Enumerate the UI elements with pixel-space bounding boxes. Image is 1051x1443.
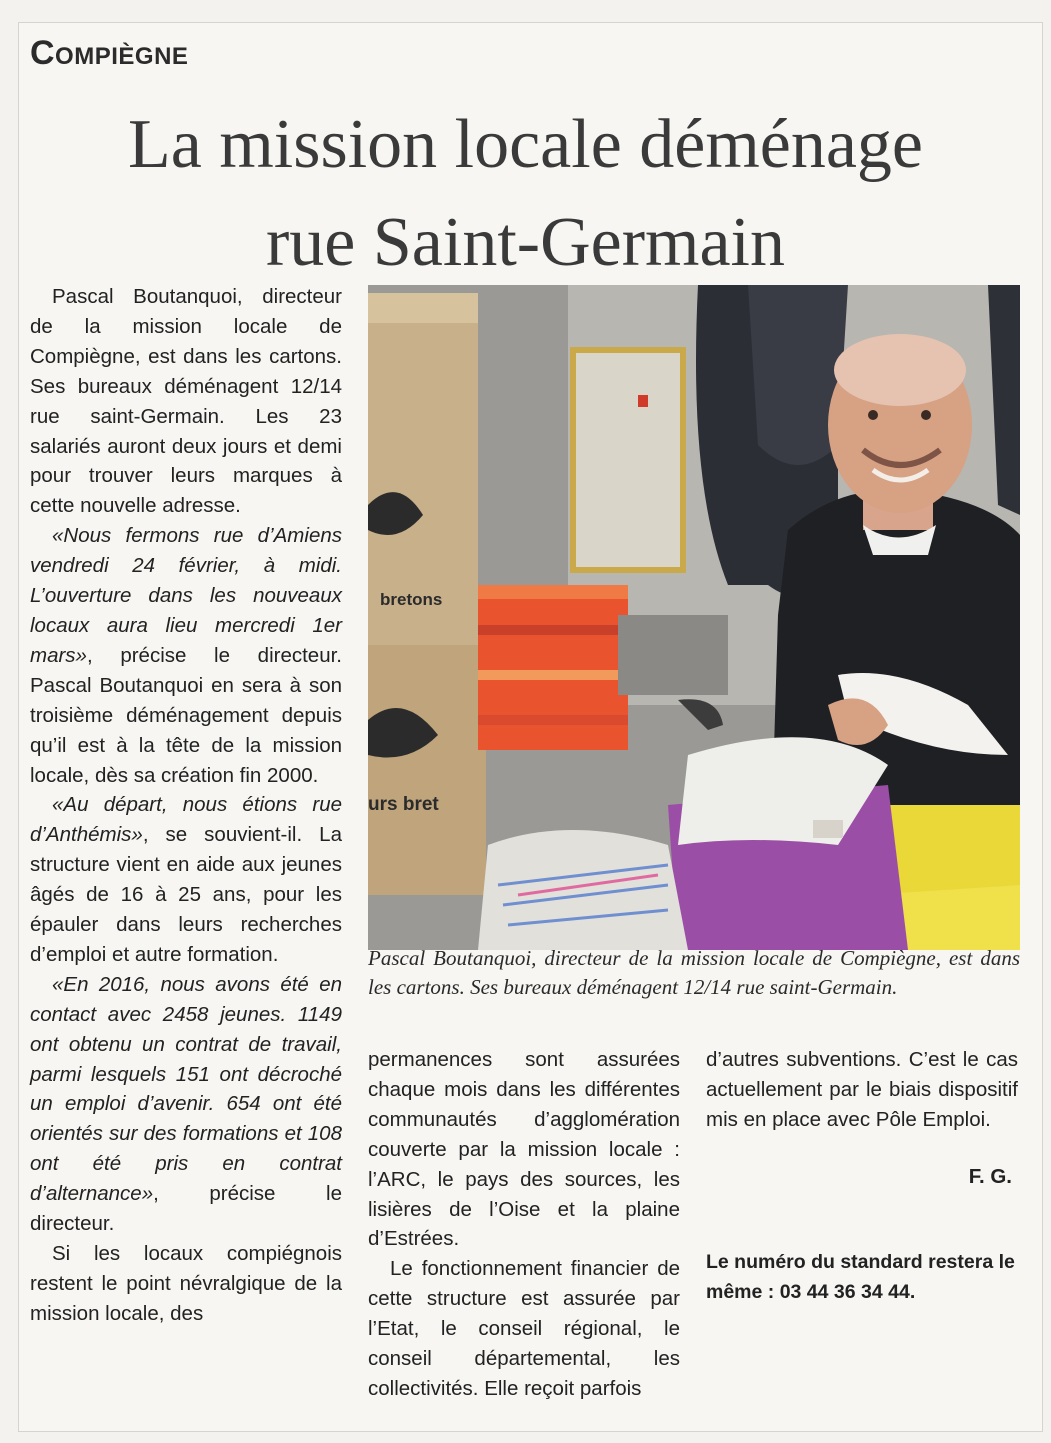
section-heading: Compiègne [30,34,189,72]
paragraph-text: , précise le directeur. [30,1182,342,1236]
paragraph: permanences sont assurées chaque mois dans les différentes communautés d’agglomération couverte par la mission locale : l’ARC, le pays des sources, les lisières de l’Oise et la plaine d’Estrées. [368,1048,680,1251]
paragraph-text: , précise le directeur. Pascal Boutanquoi en sera à son troisième déménagement depuis qu’il est à la tête de la mission locale, dès sa création fin 2000. [30,643,342,787]
quote: «Nous fermons rue d’Amiens vendredi 24 février, à midi. L’ouverture dans les nouveaux locaux aura lieu mercredi 1er mars» [30,524,342,667]
headline-line-1: La mission locale déménage [128,106,923,183]
author-signature: F. G. [968,1164,1012,1188]
box-label: urs bret [368,794,439,815]
paragraph-text: , se souvient-il. La structure vient en aide aux jeunes âgés de 16 à 25 ans, pour les épauler dans leurs recherches d’emploi et autre formation. [30,823,342,966]
photo-caption: Pascal Boutanquoi, directeur de la mission locale de Compiègne, est dans les cartons. Ses bureaux déménagent 12/14 rue saint-Germain. [368,946,1020,999]
phone-notice: Le numéro du standard restera le même : 03 44 36 34 44. [706,1250,1015,1303]
article-column-3 [706,1045,1018,1307]
article-column-2 [368,1045,680,1404]
paragraph: Pascal Boutanquoi, directeur de la mission locale de Compiègne, est dans les cartons. Ses bureaux déménagent 12/14 rue saint-Germain. Les 23 salariés auront deux jours et demi pour trouver leurs marques à cette nouvelle adresse. [30,285,342,518]
paragraph: Si les locaux compiégnois restent le point névralgique de la mission locale, des [30,1242,342,1325]
paragraph: Le fonctionnement financier de cette structure est assurée par l’Etat, le conseil régional, le conseil départemental, les collectivités. Elle reçoit parfois [368,1257,680,1400]
article-headline [0,96,1051,292]
quote: «Au départ, nous étions rue d’Anthémis» [30,793,342,847]
paragraph [30,790,342,969]
quote: «En 2016, nous avons été en contact avec 2458 jeunes. 1149 ont obtenu un contrat de travail, parmi lesquels 151 ont décroché un emploi d’avenir. 654 ont été orientés sur des formations et 108 ont été pris en contrat d’alternance» [30,972,342,1206]
photo-illustration [368,285,1020,950]
box-label: bretons [380,590,443,609]
article-photo [368,285,1020,950]
paragraph: d’autres subventions. C’est le cas actuellement par le biais dispositif mis en place avec Pôle Emploi. [706,1048,1018,1131]
article-column-1 [30,282,342,1329]
paragraph [30,521,342,790]
paragraph [30,970,342,1239]
headline-line-2: rue Saint-Germain [266,204,785,281]
